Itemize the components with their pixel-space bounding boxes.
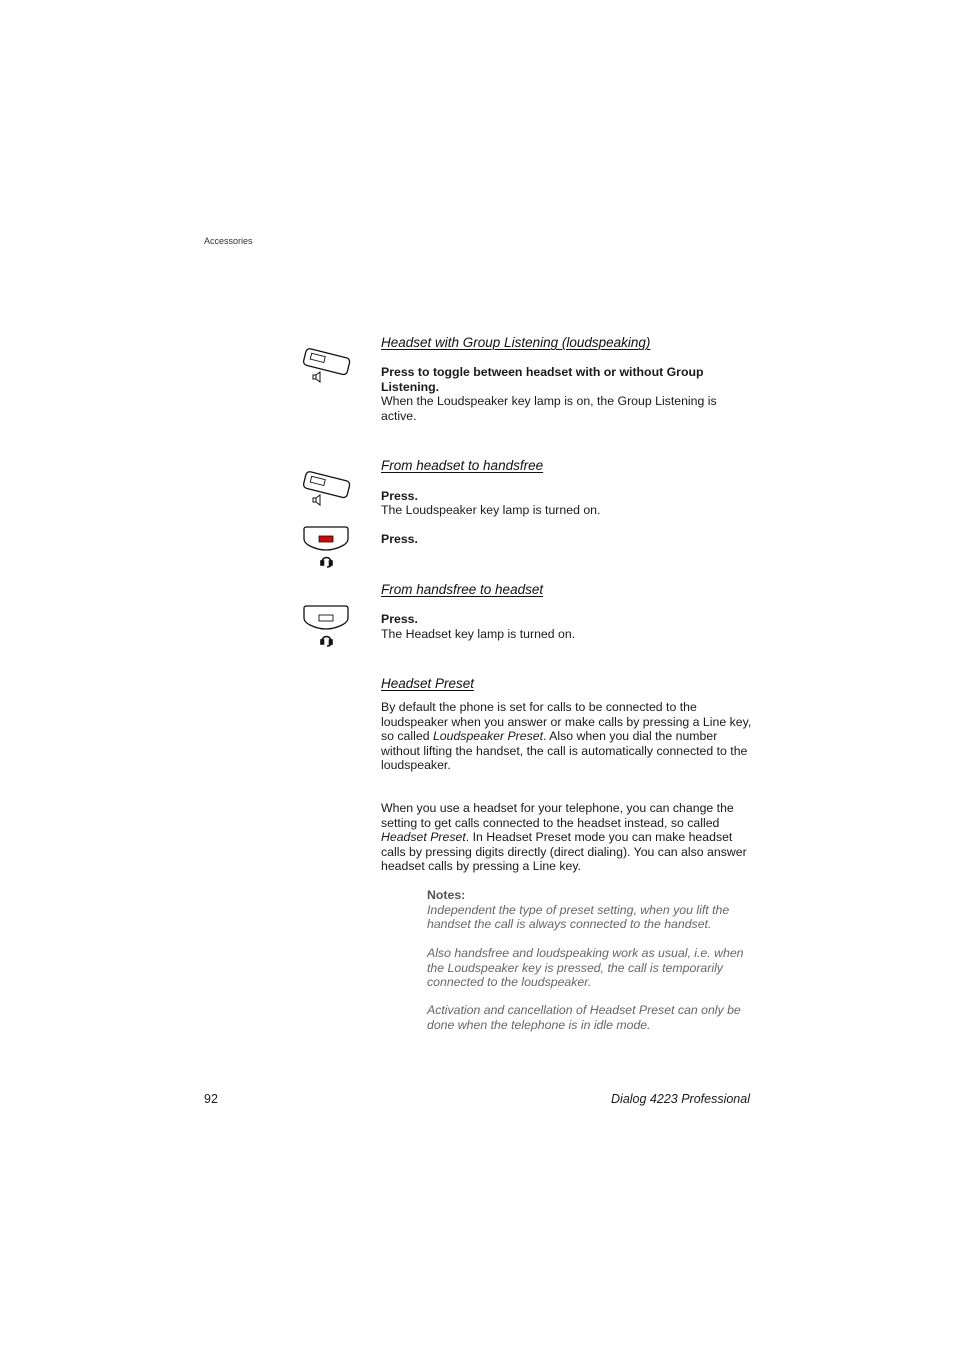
headset-key-icon (302, 605, 352, 649)
detail-group-listening: When the Loudspeaker key lamp is on, the Group Listening is active. (381, 394, 717, 423)
detail-headset-lamp: The Headset key lamp is turned on. (381, 627, 576, 641)
paragraph-loudspeaker-preset: By default the phone is set for calls to be connected to the loudspeaker when you answer or make calls by pressing a Line key, so called Loudspeaker Preset. Also when you dial the number without lifting the handset, the call is automatically connected to the loudspeaker. (381, 700, 752, 773)
paragraph-headset-preset: When you use a headset for your telephone, you can change the setting to get calls connected to the headset instead, so called Headset Preset. In Headset Preset mode you can make headset calls by pressing digits directly (direct dialing). You can also answer headset calls by pressing a Line key. (381, 801, 747, 874)
note-item: Independent the type of preset setting, when you lift the handset the call is always connected to the handset. (427, 902, 730, 932)
detail-loudspeaker-lamp: The Loudspeaker key lamp is turned on. (381, 503, 601, 517)
notes-title: Notes: (427, 888, 466, 902)
term-loudspeaker-preset: Loudspeaker Preset (432, 729, 544, 744)
heading-headset-preset: Headset Preset (381, 676, 475, 691)
term-headset-preset: Headset Preset (381, 830, 466, 845)
instruction-press-loudspeaker: Press. (381, 489, 418, 503)
section-label: Accessories (204, 236, 253, 246)
product-name: Dialog 4223 Professional (611, 1092, 750, 1106)
page-number: 92 (204, 1092, 218, 1106)
loudspeaker-key-icon (302, 471, 352, 511)
notes-block (427, 888, 753, 932)
heading-group-listening: Headset with Group Listening (loudspeaking) (381, 335, 651, 350)
heading-handsfree-to-headset: From handsfree to headset (381, 582, 544, 597)
heading-headset-to-handsfree: From headset to handsfree (381, 458, 544, 473)
instruction-group-listening: Press to toggle between headset with or without Group Listening. (381, 365, 704, 394)
loudspeaker-key-icon (302, 348, 352, 388)
instruction-press-headset-key: Press. (381, 612, 418, 626)
headset-key-lit-icon (302, 526, 352, 570)
instruction-press-headset: Press. (381, 532, 418, 546)
note-item: Activation and cancellation of Headset Preset can only be done when the telephone is in idle mode. (427, 1003, 741, 1032)
note-item: Also handsfree and loudspeaking work as usual, i.e. when the Loudspeaker key is pressed, the call is temporarily connected to the loudspeaker. (427, 946, 744, 990)
